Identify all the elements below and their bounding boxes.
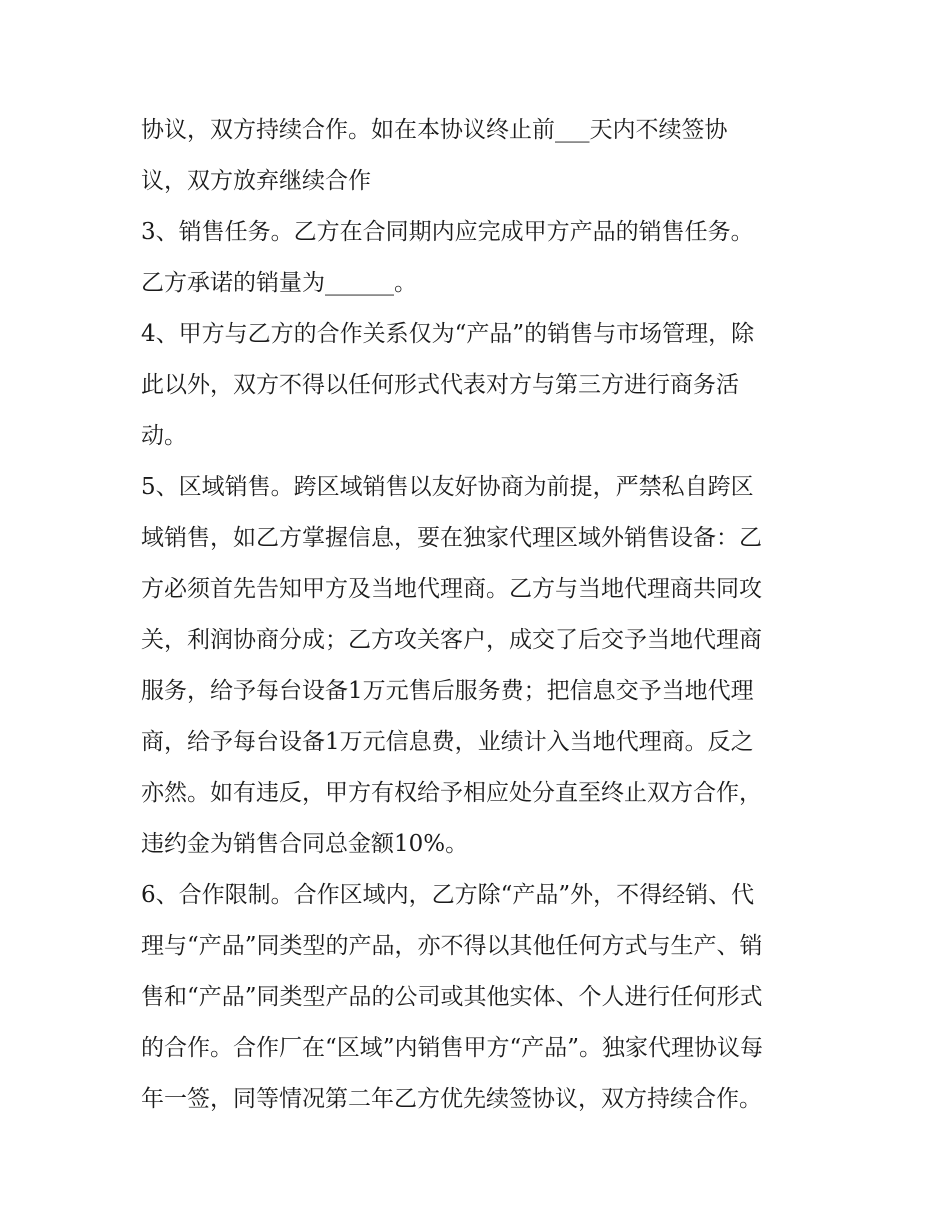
text-line: 的合作。合作厂在“区域”内销售甲方“产品”。独家代理协议每 xyxy=(141,1035,764,1061)
text-line: 服务，给予每台设备1万元售后服务费；把信息交予当地代理 xyxy=(141,678,754,704)
text-line: 关，利润协商分成；乙方攻关客户，成交了后交予当地代理商 xyxy=(141,627,762,653)
text-line: 4、甲方与乙方的合作关系仅为“产品”的销售与市场管理，除 xyxy=(141,321,755,347)
document-body xyxy=(141,108,821,1128)
text-line: 商，给予每台设备1万元信息费，业绩计入当地代理商。反之 xyxy=(141,729,754,755)
text-line: 乙方承诺的销量为______。 xyxy=(141,270,417,296)
text-line: 售和“产品”同类型产品的公司或其他实体、个人进行任何形式 xyxy=(141,984,763,1010)
text-line: 域销售，如乙方掌握信息，要在独家代理区域外销售设备：乙 xyxy=(141,525,762,551)
text-line: 3、销售任务。乙方在合同期内应完成甲方产品的销售任务。 xyxy=(141,219,754,245)
text-line: 年一签，同等情况第二年乙方优先续签协议，双方持续合作。 xyxy=(141,1086,762,1112)
text-line: 违约金为销售合同总金额10%。 xyxy=(141,831,469,857)
text-line: 议，双方放弃继续合作 xyxy=(141,168,371,194)
text-line: 协议，双方持续合作。如在本协议终止前___天内不续签协 xyxy=(141,117,728,143)
text-line: 此以外，双方不得以任何形式代表对方与第三方进行商务活 xyxy=(141,372,739,398)
text-line: 动。 xyxy=(141,423,187,449)
text-line: 理与“产品”同类型的产品，亦不得以其他任何方式与生产、销 xyxy=(141,933,763,959)
text-line: 亦然。如有违反，甲方有权给予相应处分直至终止双方合作， xyxy=(141,780,762,806)
text-line: 方必须首先告知甲方及当地代理商。乙方与当地代理商共同攻 xyxy=(141,576,762,602)
text-line: 6、合作限制。合作区域内，乙方除“产品”外，不得经销、代 xyxy=(141,882,755,908)
text-line: 5、区域销售。跨区域销售以友好协商为前提，严禁私自跨区 xyxy=(141,474,754,500)
